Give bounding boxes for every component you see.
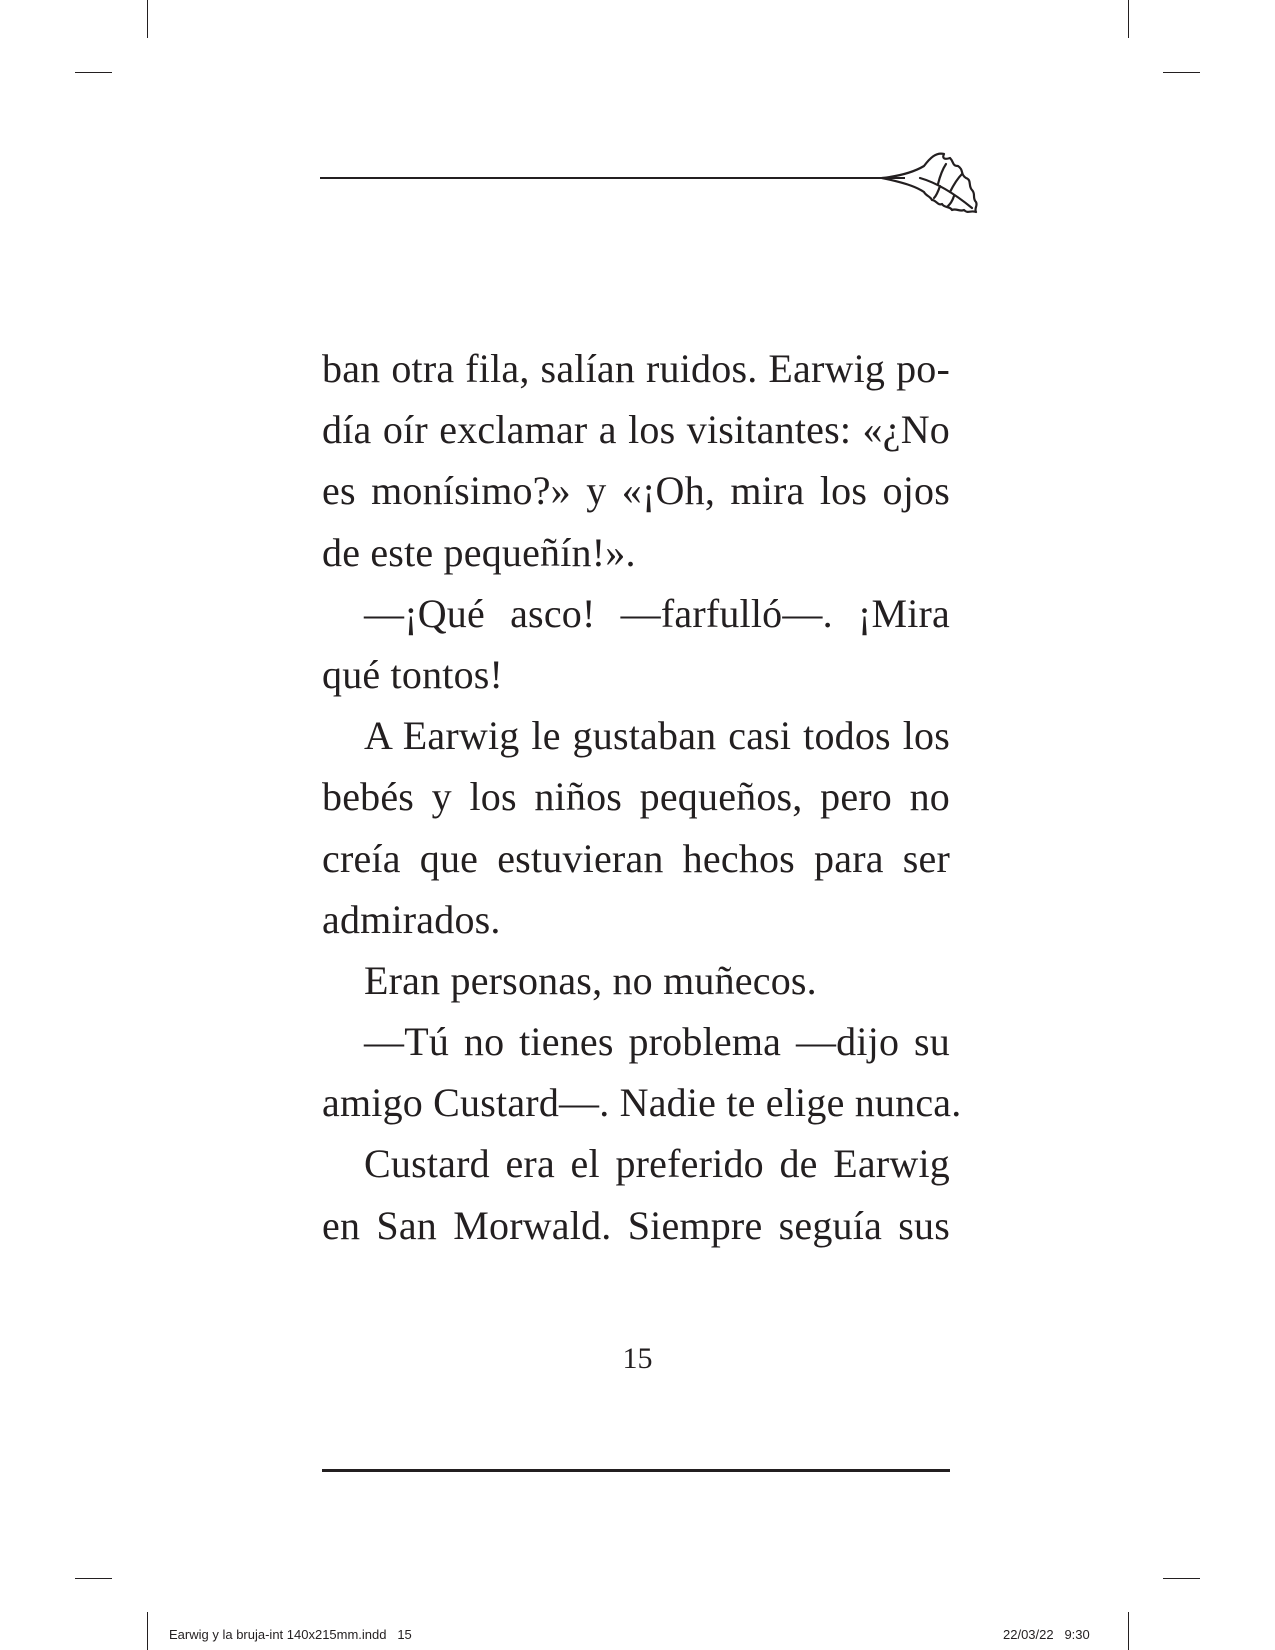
crop-mark-top-left xyxy=(147,0,148,38)
text-line: amigo Custard—. Nadie te elige nunca. xyxy=(322,1080,962,1126)
text-line: bebés y los niños pequeños, pero no xyxy=(322,774,950,820)
header-rule xyxy=(320,177,905,179)
leaf-flourish-icon xyxy=(880,148,1000,228)
slug-timestamp: 22/03/22 9:30 xyxy=(1003,1627,1090,1642)
text-line: es monísimo?» y «¡Oh, mira los ojos xyxy=(322,468,950,514)
crop-mark-bottom-right xyxy=(1128,1612,1129,1650)
text-line: Eran personas, no muñecos. xyxy=(364,957,817,1003)
text-line: A Earwig le gustaban casi todos los xyxy=(364,713,950,759)
page-number: 15 xyxy=(622,1342,653,1375)
text-line: de este pequeñín!». xyxy=(322,529,636,575)
crop-mark-bottom-right-horizontal xyxy=(1163,1578,1200,1579)
crop-mark-bottom-left-horizontal xyxy=(75,1578,112,1579)
text-line: Custard era el preferido de Earwig xyxy=(364,1141,950,1187)
footer-rule xyxy=(322,1469,950,1472)
slug-filename: Earwig y la bruja-int 140x215mm.indd 15 xyxy=(169,1627,412,1642)
crop-mark-top-right xyxy=(1128,0,1129,38)
text-line: en San Morwald. Siempre seguía sus xyxy=(322,1202,950,1248)
text-line: creía que estuvieran hechos para ser xyxy=(322,835,950,881)
text-line: día oír exclamar a los visitantes: «¿No xyxy=(322,407,950,453)
crop-mark-top-right-horizontal xyxy=(1163,72,1200,73)
text-line: —¡Qué asco! —farfulló—. ¡Mira xyxy=(364,590,950,636)
text-line: ban otra fila, salían ruidos. Earwig po- xyxy=(322,346,950,391)
crop-mark-top-left-horizontal xyxy=(75,72,112,73)
text-line: admirados. xyxy=(322,896,501,942)
text-line: qué tontos! xyxy=(322,651,504,697)
text-line: —Tú no tienes problema —dijo su xyxy=(364,1019,950,1065)
page-body-text xyxy=(322,338,962,1256)
crop-mark-bottom-left xyxy=(147,1612,148,1650)
